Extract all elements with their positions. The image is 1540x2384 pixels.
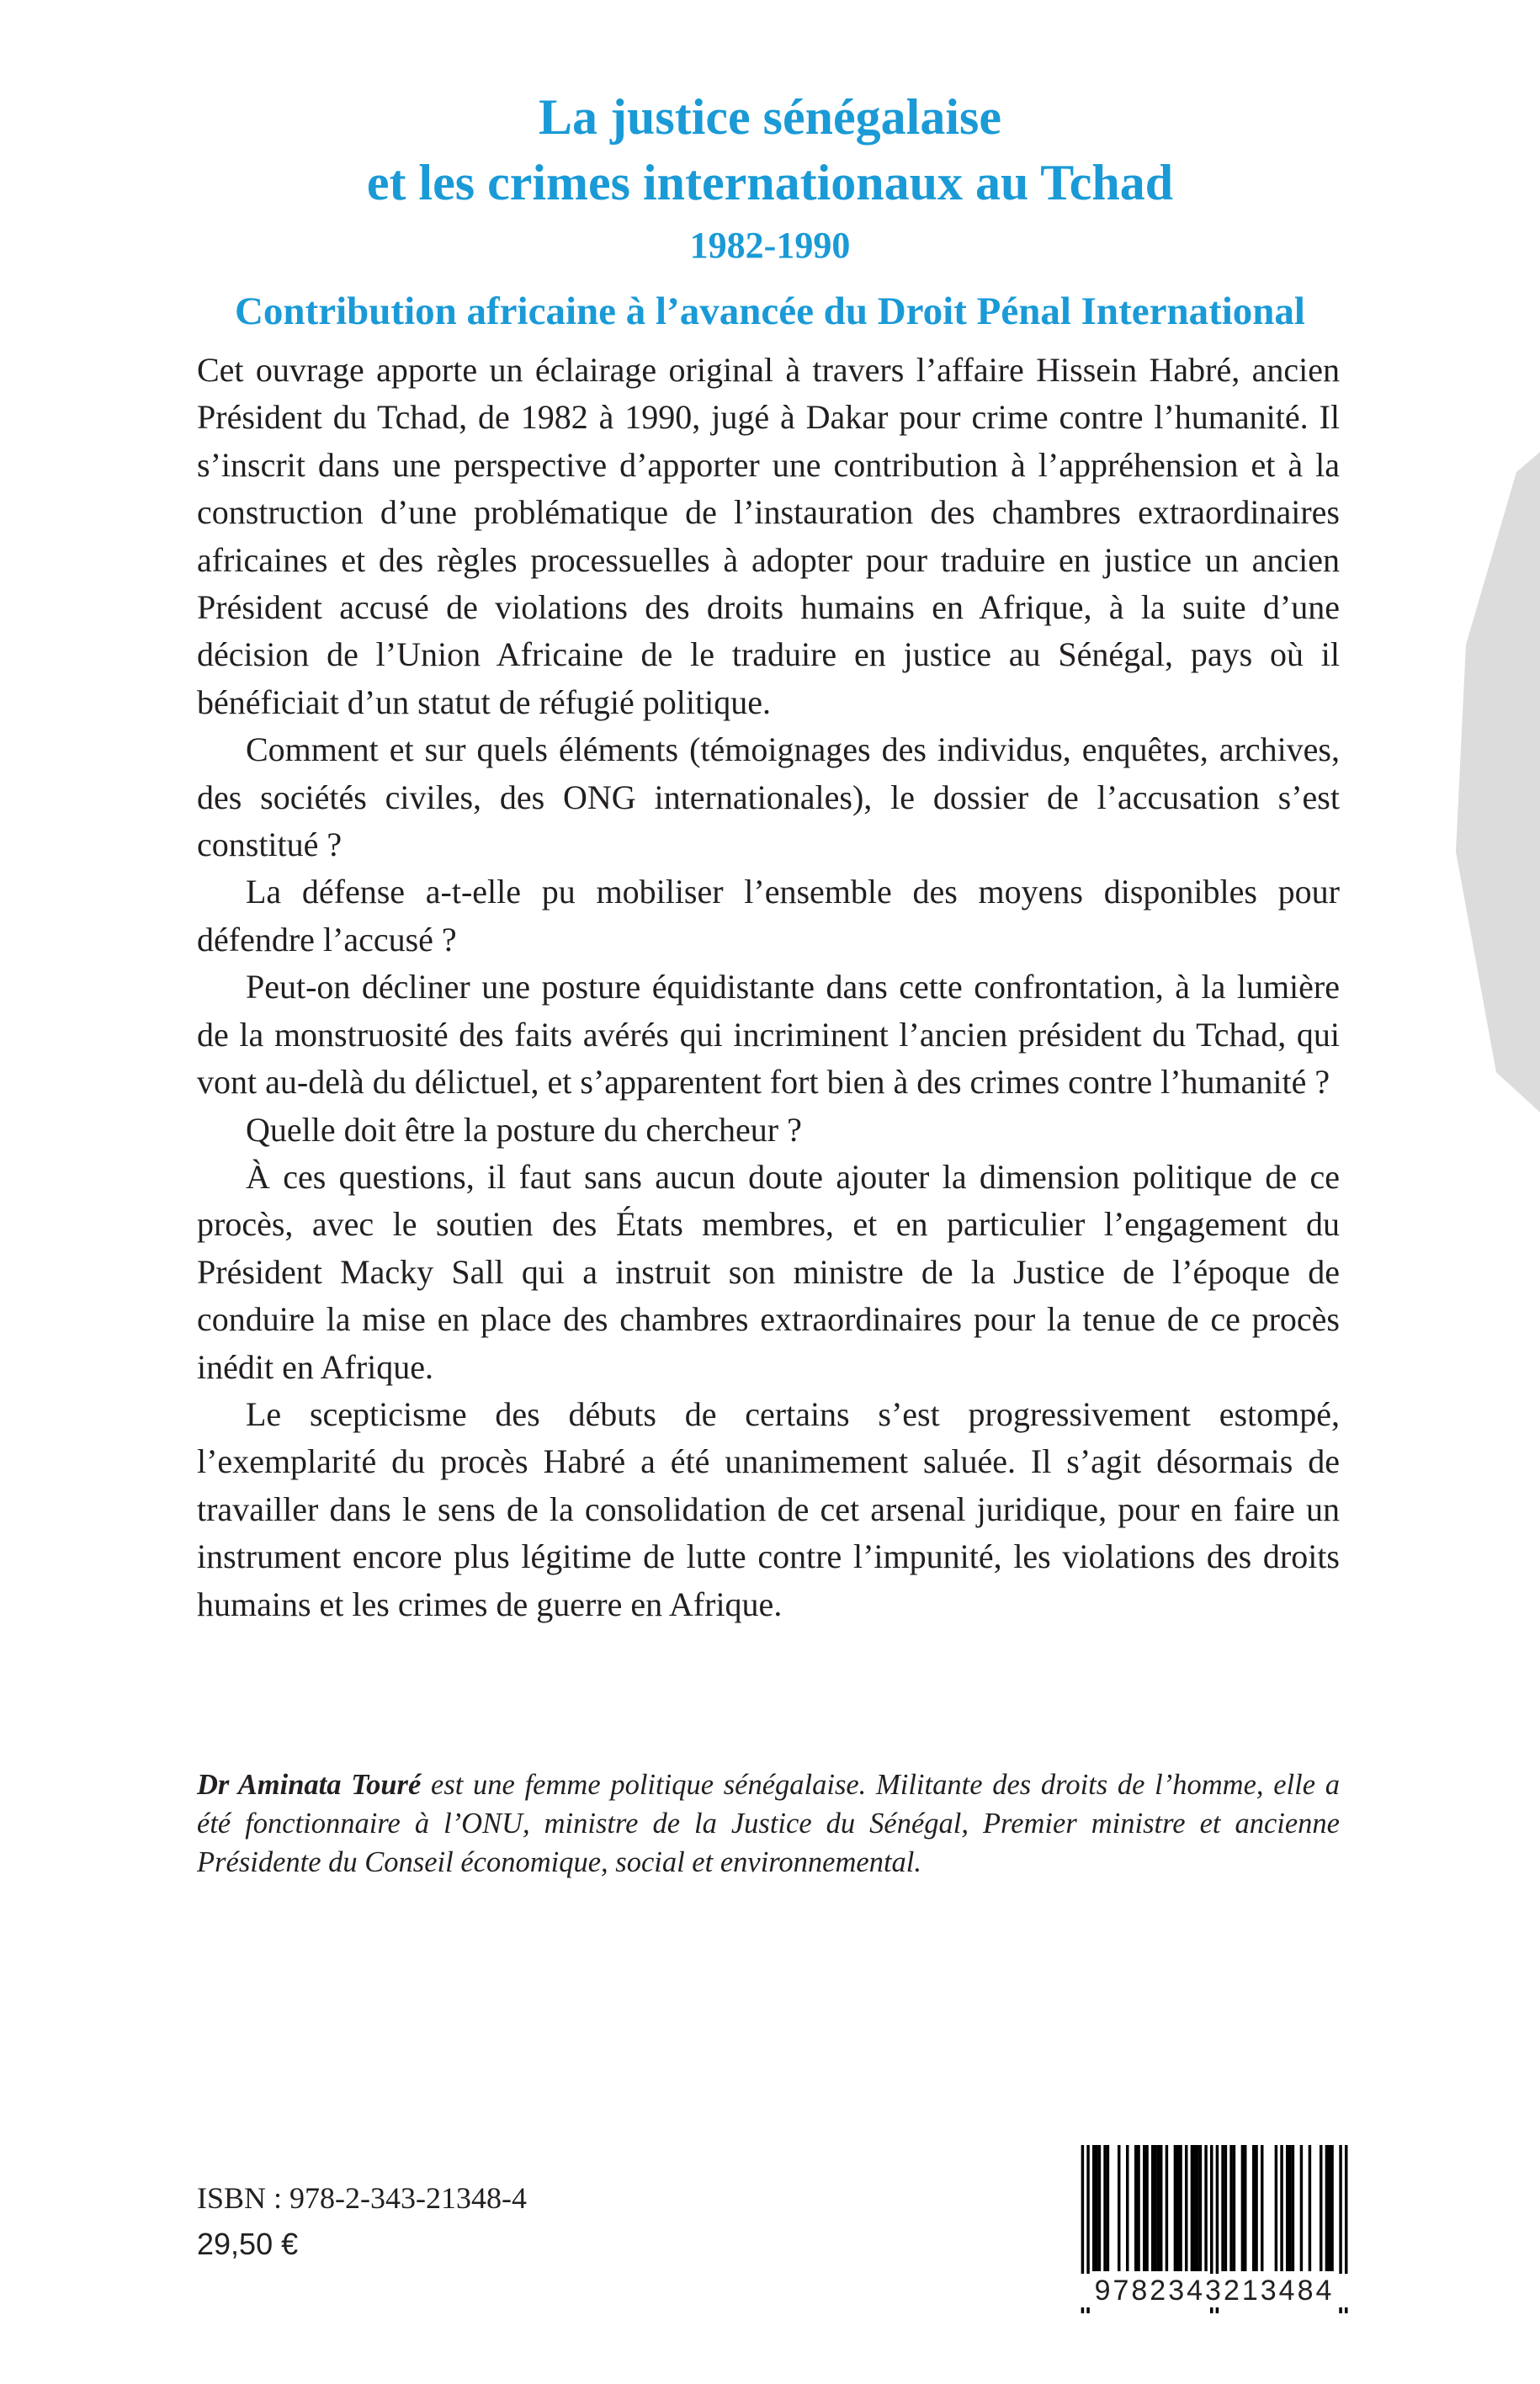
barcode-bar [1320, 2145, 1322, 2271]
title-line-2: et les crimes internationaux au Tchad [366, 155, 1174, 210]
title-block [0, 84, 1540, 338]
barcode-bar [1309, 2145, 1311, 2271]
barcode-bar [1193, 2145, 1196, 2271]
barcode-bar [1145, 2145, 1148, 2271]
barcode-bar [1154, 2145, 1156, 2271]
author-bio [197, 1765, 1340, 1882]
barcode-bar [1151, 2145, 1154, 2271]
barcode-bar [1118, 2145, 1120, 2271]
barcode-bar [1224, 2145, 1227, 2271]
barcode-bar [1204, 2145, 1207, 2271]
barcode-bar [1134, 2145, 1137, 2271]
paragraph: À ces questions, il faut sans aucun doute ajouter la dimension politique de ce procès, avec le soutien des États membres, et en particulier l’engagement du Président Macky Sall qui a instruit son ministre de la Justice de l’époque de conduire la mise en place des chambres extraordinaires pour la tenue de ce procès inédit en Afrique. [197, 1157, 1340, 1386]
paragraph: Peut-on décliner une posture équidistante dans cette confrontation, à la lumière de la monstruosité des faits avérés qui incriminent l’ancien président du Tchad, qui vont au-delà du délictuel, et s’apparentent fort bien à des crimes contre l’humanité ? [197, 968, 1340, 1102]
barcode-bar [1280, 2145, 1282, 2271]
barcode-bar [1196, 2145, 1198, 2271]
paragraph: Comment et sur quels éléments (témoignages des individus, enquêtes, archives, des sociétés civiles, des ONG internationales), le dossier de l’accusation s’est constitué ? [197, 730, 1340, 864]
price: 29,50 € [197, 2227, 299, 2261]
barcode-bar [1095, 2145, 1097, 2271]
barcode-bar [1221, 2145, 1224, 2271]
barcode-bar [1244, 2145, 1246, 2271]
barcode-bar [1199, 2145, 1202, 2271]
barcode-bar [1292, 2145, 1294, 2271]
barcode-bar [1092, 2145, 1095, 2271]
barcode-bar [1157, 2145, 1160, 2271]
barcode-bar [1330, 2145, 1333, 2271]
barcode-bar [1325, 2145, 1328, 2271]
paragraph: La défense a-t-elle pu mobiliser l’ensemble des moyens disponibles pour défendre l’accusé ? [197, 873, 1340, 958]
barcode-bar [1174, 2145, 1176, 2271]
decorative-shape [1456, 438, 1540, 1128]
barcode-bar [1241, 2145, 1244, 2271]
barcode-bar [1107, 2145, 1109, 2271]
summary-text [197, 347, 1340, 1628]
barcode-bar [1300, 2145, 1303, 2271]
barcode-bar [1229, 2145, 1232, 2271]
paragraph: Cet ouvrage apporte un éclairage original à travers l’affaire Hissein Habré, ancien Président du Tchad, de 1982 à 1990, jugé à Dakar pour crime contre l’humanité. Il s’inscrit dans une perspective d’apporter une contribution à l’appréhension et à la construction d’une problématique de l’instauration des chambres extraordinaires africaines et des règles processuelles à adopter pour traduire en justice un ancien Président accusé de violations des droits humains en Afrique, à la suite d’une décision de l’Union Africaine de le traduire en justice au Sénégal, pays où il bénéficiait d’un statut de réfugié politique. [197, 351, 1340, 721]
barcode-digits: 9782343213484 [1075, 2274, 1353, 2307]
barcode-bar [1328, 2145, 1330, 2271]
barcode-bar [1261, 2145, 1263, 2271]
paragraph: Le scepticisme des débuts de certains s’est progressivement estompé, l’exemplarité du procès Habré a été unanimement saluée. Il s’agit désormais de travailler dans le sens de la consolidation de cet arsenal juridique, pour en faire un instrument encore plus légitime de lutte contre l’impunité, les violations des droits humains et les crimes de guerre en Afrique. [197, 1394, 1340, 1623]
barcode-bar [1191, 2145, 1193, 2271]
barcode-bar [1288, 2145, 1291, 2271]
barcode-bar [1176, 2145, 1179, 2271]
barcode-bar [1098, 2145, 1101, 2271]
paragraph: Quelle doit être la posture du chercheur ? [246, 1110, 802, 1149]
isbn: ISBN : 978-2-343-21348-4 [197, 2181, 527, 2215]
barcode-bar [1160, 2145, 1162, 2271]
author-bio-text: est une femme politique sénégalaise. Militante des droits de l’homme, elle a été fonctionnaire à l’ONU, ministre de la Justice du Sénégal, Premier ministre et ancienne Présidente du Conseil économique, social et environnemental. [197, 1769, 1340, 1878]
barcode-bar [1126, 2145, 1128, 2271]
subtitle: Contribution africaine à l’avancée du Droit Pénal International [234, 289, 1305, 333]
barcode-bar [1275, 2145, 1277, 2271]
barcode-bar [1137, 2145, 1139, 2271]
barcode-bar [1185, 2145, 1187, 2271]
barcode-bar [1255, 2145, 1257, 2271]
author-name: Dr Aminata Touré [197, 1769, 422, 1801]
barcode-bar [1166, 2145, 1168, 2271]
title-line-1: La justice sénégalaise [539, 89, 1001, 145]
barcode-bar [1252, 2145, 1255, 2271]
barcode-bar [1103, 2145, 1106, 2271]
barcode-bar [1233, 2145, 1235, 2271]
barcode-bar [1143, 2145, 1145, 2271]
title-years: 1982-1990 [689, 225, 851, 266]
barcode-bar [1179, 2145, 1182, 2271]
barcode-bar [1286, 2145, 1288, 2271]
